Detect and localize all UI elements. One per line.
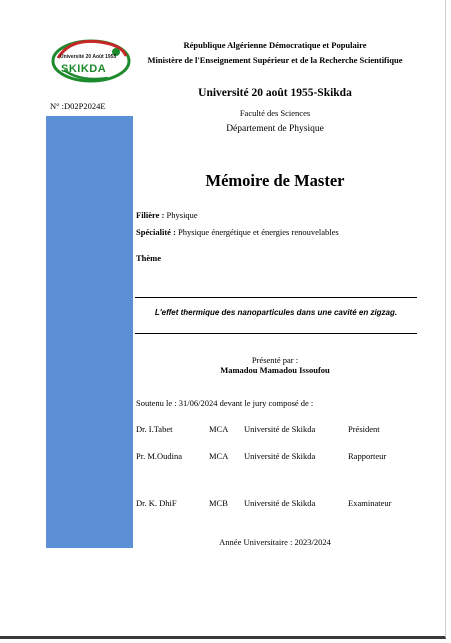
author-name: Mamadou Mamadou Issoufou [220, 365, 330, 375]
theme-bottom-rule [135, 333, 417, 334]
republic-heading: République Algérienne Démocratique et Populaire [183, 40, 367, 50]
logo-name: SKIKDA [61, 63, 107, 75]
jury-institution: Université de Skikda [244, 498, 316, 508]
specialite-value: Physique énergétique et énergies renouvelables [178, 227, 339, 237]
theme-label: Thème [136, 253, 162, 263]
department-name: Département de Physique [226, 124, 324, 134]
faculty-name: Faculté des Sciences [239, 108, 311, 118]
university-name: Université 20 août 1955-Skikda [198, 87, 352, 99]
jury-institution: Université de Skikda [244, 424, 316, 434]
jury-name: Pr. M.Oudina [136, 451, 183, 461]
sidebar-band [46, 116, 133, 548]
specialite-line [136, 227, 339, 237]
filiere-label: Filière : [136, 210, 165, 220]
presented-by: Présenté par : [251, 355, 299, 365]
jury-grade: MCA [209, 451, 229, 461]
jury-role: Président [348, 424, 380, 434]
university-logo [50, 36, 132, 86]
jury-grade: MCB [209, 498, 228, 508]
jury-name: Dr. K. DhiF [136, 498, 177, 508]
filiere-value: Physique [166, 210, 198, 220]
document-title: Mémoire de Master [205, 171, 345, 190]
jury-role: Examinateur [348, 498, 392, 508]
jury-institution: Université de Skikda [244, 451, 316, 461]
jury-grade: MCA [209, 424, 229, 434]
filiere-line [136, 210, 198, 220]
jury-role: Rapporteur [348, 451, 387, 461]
theme-top-rule [135, 297, 417, 298]
theme-text: L'effet thermique des nanoparticules dans une cavité en zigzag. [154, 308, 398, 317]
jury-name: Dr. I.Tabet [136, 424, 173, 434]
logo-caption: Université 20 Août 1955 [60, 54, 117, 60]
defense-date: Soutenu le : 31/06/2024 devant le jury composé de : [136, 398, 314, 408]
specialite-label: Spécialité : [136, 227, 176, 237]
academic-year: Année Universitaire : 2023/2024 [219, 537, 331, 547]
reference-number: N° :D02P2024E [50, 101, 106, 111]
ministry-heading: Ministère de l'Enseignement Supérieur et de la Recherche Scientifique [147, 55, 403, 65]
